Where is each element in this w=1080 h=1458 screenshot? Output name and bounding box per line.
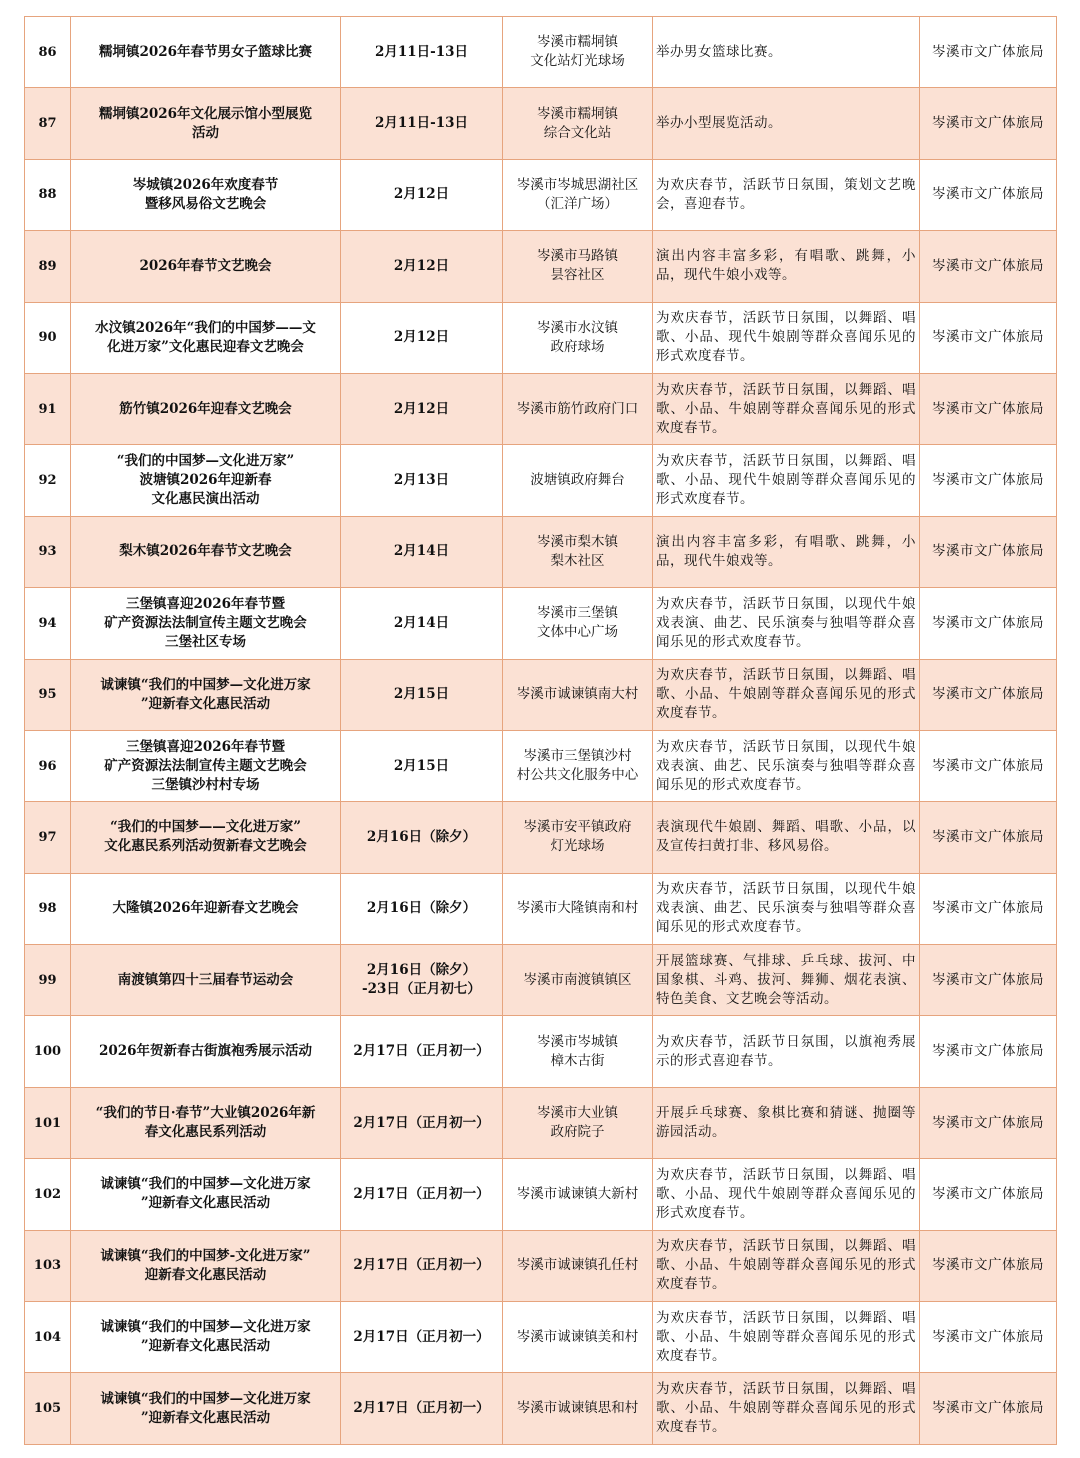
activity-date-line: 2月17日（正月初一） <box>353 1257 490 1274</box>
activity-name-line: 三堡镇喜迎2026年春节暨 <box>125 595 286 612</box>
organizer: 岑溪市文广体旅局 <box>920 1016 1057 1087</box>
row-number: 101 <box>25 1087 71 1158</box>
activity-venue <box>503 231 653 302</box>
activity-venue-line: 岑溪市诚谏镇美和村 <box>516 1328 639 1345</box>
activity-venue <box>503 445 653 516</box>
activity-venue-line: 政府院子 <box>550 1124 605 1141</box>
activity-venue-line: 岑溪市南渡镇镇区 <box>523 971 632 988</box>
activity-name <box>71 1087 341 1158</box>
activity-venue-line: 岑溪市糯垌镇 <box>537 105 618 122</box>
organizer: 岑溪市文广体旅局 <box>920 730 1057 801</box>
activity-name-line: “我们的中国梦——文化进万家” <box>109 819 302 836</box>
activity-name-line: 南渡镇第四十三届春节运动会 <box>117 971 294 988</box>
activity-date-line: 2月11日-13日 <box>374 43 469 60</box>
row-number: 100 <box>25 1016 71 1087</box>
organizer: 岑溪市文广体旅局 <box>920 231 1057 302</box>
activity-venue-line: 岑溪市糯垌镇 <box>537 34 618 51</box>
activity-description: 为欢庆春节，活跃节日氛围，以旗袍秀展示的形式喜迎春节。 <box>653 1016 920 1087</box>
activity-name-line: 2026年春节文艺晚会 <box>139 257 272 274</box>
activity-date-line: 2月17日（正月初一） <box>353 1400 490 1417</box>
activity-venue-line: 岑溪市岑城思湖社区 <box>516 176 639 193</box>
activity-date-line: 2月14日 <box>393 543 450 560</box>
organizer: 岑溪市文广体旅局 <box>920 373 1057 444</box>
activity-name-line: 三堡社区专场 <box>165 633 246 650</box>
row-number: 95 <box>25 659 71 730</box>
row-number: 94 <box>25 588 71 659</box>
activity-venue-line: 岑溪市马路镇 <box>537 248 618 265</box>
activity-name-line: 矿产资源法法制宣传主题文艺晚会 <box>104 614 307 631</box>
activity-venue-line: 岑溪市大隆镇南和村 <box>516 900 639 917</box>
activity-venue-line: 岑溪市三堡镇沙村 <box>523 748 632 765</box>
activity-description: 为欢庆春节，活跃节日氛围，以舞蹈、唱歌、小品、现代牛娘剧等群众喜闻乐见的形式欢度春节。 <box>653 302 920 373</box>
activity-venue-line: 岑溪市三堡镇 <box>537 605 618 622</box>
activity-venue <box>503 17 653 88</box>
activity-name-line: 糯垌镇2026年文化展示馆小型展览 <box>98 105 313 122</box>
activity-date <box>341 516 503 587</box>
activity-date <box>341 1373 503 1444</box>
activity-date-line: 2月15日 <box>393 686 450 703</box>
activity-name-line: ”迎新春文化惠民活动 <box>140 1409 271 1426</box>
schedule-page <box>24 16 1056 1445</box>
activity-description: 为欢庆春节，活跃节日氛围，以舞蹈、唱歌、小品、牛娘剧等群众喜闻乐见的形式欢度春节。 <box>653 1373 920 1444</box>
activity-date-line: 2月12日 <box>393 400 450 417</box>
activity-venue <box>503 88 653 159</box>
activity-date <box>341 231 503 302</box>
activity-name-line: 波塘镇2026年迎新春 <box>139 472 272 489</box>
activity-name-line: 文化惠民系列活动贺新春文艺晚会 <box>104 838 307 855</box>
organizer: 岑溪市文广体旅局 <box>920 445 1057 516</box>
activity-name-line: 矿产资源法法制宣传主题文艺晚会 <box>104 757 307 774</box>
activity-name-line: 诚谏镇“我们的中国梦—文化进万家 <box>100 1176 311 1193</box>
organizer: 岑溪市文广体旅局 <box>920 159 1057 230</box>
activity-date <box>341 588 503 659</box>
activity-venue <box>503 802 653 873</box>
activity-name <box>71 1159 341 1230</box>
row-number: 86 <box>25 17 71 88</box>
organizer: 岑溪市文广体旅局 <box>920 1230 1057 1301</box>
activity-description: 演出内容丰富多彩，有唱歌、跳舞，小品，现代牛娘戏等。 <box>653 516 920 587</box>
table-row <box>25 445 1057 516</box>
activity-name-line: 大隆镇2026年迎新春文艺晚会 <box>112 900 299 917</box>
activity-date-line: 2月14日 <box>393 614 450 631</box>
activity-date-line: -23日（正月初七） <box>362 981 481 998</box>
activity-venue-line: 樟木古街 <box>550 1052 605 1069</box>
activity-venue-line: 岑溪市岑城镇 <box>537 1033 618 1050</box>
activity-venue <box>503 159 653 230</box>
organizer: 岑溪市文广体旅局 <box>920 873 1057 944</box>
activity-name-line: 三堡镇沙村村专场 <box>151 776 260 793</box>
activity-date-line: 2月16日（除夕） <box>366 900 477 917</box>
activity-venue-line: 岑溪市诚谏镇南大村 <box>516 686 639 703</box>
activity-description: 为欢庆春节，活跃节日氛围，策划文艺晚会，喜迎春节。 <box>653 159 920 230</box>
activity-date <box>341 802 503 873</box>
activity-venue-line: 综合文化站 <box>543 124 612 141</box>
activity-name-line: 岑城镇2026年欢度春节 <box>132 176 279 193</box>
activity-date <box>341 1016 503 1087</box>
activity-venue <box>503 1302 653 1373</box>
organizer: 岑溪市文广体旅局 <box>920 302 1057 373</box>
activity-name-line: 诚谏镇“我们的中国梦—文化进万家 <box>100 1319 311 1336</box>
activity-venue-line: 政府球场 <box>550 338 605 355</box>
row-number: 98 <box>25 873 71 944</box>
activity-table-body <box>25 17 1057 1445</box>
row-number: 93 <box>25 516 71 587</box>
activity-name-line: 筋竹镇2026年迎春文艺晚会 <box>119 400 292 417</box>
activity-description: 举办小型展览活动。 <box>653 88 920 159</box>
activity-venue <box>503 945 653 1016</box>
activity-venue <box>503 730 653 801</box>
activity-name-line: 诚谏镇“我们的中国梦—文化进万家 <box>100 1390 311 1407</box>
activity-venue-line: 岑溪市梨木镇 <box>537 533 618 550</box>
activity-venue-line: 岑溪市安平镇政府 <box>523 819 632 836</box>
row-number: 105 <box>25 1373 71 1444</box>
activity-venue-line: 岑溪市诚谏镇大新村 <box>516 1185 639 1202</box>
table-row <box>25 1230 1057 1301</box>
row-number: 91 <box>25 373 71 444</box>
organizer: 岑溪市文广体旅局 <box>920 659 1057 730</box>
activity-name <box>71 302 341 373</box>
table-row <box>25 1373 1057 1444</box>
activity-description: 开展乒乓球赛、象棋比赛和猜谜、抛圈等游园活动。 <box>653 1087 920 1158</box>
activity-date <box>341 1302 503 1373</box>
activity-name <box>71 159 341 230</box>
table-row <box>25 231 1057 302</box>
activity-name-line: ”迎新春文化惠民活动 <box>140 1338 271 1355</box>
table-row <box>25 373 1057 444</box>
activity-description: 为欢庆春节，活跃节日氛围，以现代牛娘戏表演、曲艺、民乐演奏与独唱等群众喜闻乐见的形式欢度春节。 <box>653 730 920 801</box>
activity-description: 为欢庆春节，活跃节日氛围，以舞蹈、唱歌、小品、现代牛娘剧等群众喜闻乐见的形式欢度春节。 <box>653 445 920 516</box>
activity-name <box>71 516 341 587</box>
row-number: 104 <box>25 1302 71 1373</box>
organizer: 岑溪市文广体旅局 <box>920 1373 1057 1444</box>
activity-date <box>341 17 503 88</box>
activity-date-line: 2月12日 <box>393 329 450 346</box>
activity-date <box>341 1159 503 1230</box>
activity-date <box>341 1230 503 1301</box>
activity-name-line: 糯垌镇2026年春节男女子篮球比赛 <box>98 43 313 60</box>
activity-description: 为欢庆春节，活跃节日氛围，以现代牛娘戏表演、曲艺、民乐演奏与独唱等群众喜闻乐见的形式欢度春节。 <box>653 588 920 659</box>
activity-name <box>71 1373 341 1444</box>
activity-name-line: “我们的中国梦—文化进万家” <box>116 453 295 470</box>
activity-name <box>71 588 341 659</box>
activity-name-line: 梨木镇2026年春节文艺晚会 <box>119 543 292 560</box>
activity-date <box>341 659 503 730</box>
organizer: 岑溪市文广体旅局 <box>920 588 1057 659</box>
activity-name-line: ”迎新春文化惠民活动 <box>140 1195 271 1212</box>
activity-date-line: 2月16日（除夕） <box>366 962 477 979</box>
activity-venue <box>503 516 653 587</box>
activity-description: 为欢庆春节，活跃节日氛围，以舞蹈、唱歌、小品、牛娘剧等群众喜闻乐见的形式欢度春节。 <box>653 1230 920 1301</box>
activity-venue <box>503 1230 653 1301</box>
activity-name-line: 迎新春文化惠民活动 <box>144 1266 267 1283</box>
activity-venue-line: （汇洋广场） <box>537 195 618 212</box>
activity-date <box>341 730 503 801</box>
activity-name-line: 暨移风易俗文艺晚会 <box>144 195 267 212</box>
table-row <box>25 873 1057 944</box>
activity-venue-line: 文化站灯光球场 <box>530 53 625 70</box>
row-number: 89 <box>25 231 71 302</box>
activity-table <box>24 16 1057 1445</box>
organizer: 岑溪市文广体旅局 <box>920 802 1057 873</box>
table-row <box>25 17 1057 88</box>
activity-date <box>341 302 503 373</box>
organizer: 岑溪市文广体旅局 <box>920 88 1057 159</box>
activity-name-line: ”迎新春文化惠民活动 <box>140 695 271 712</box>
activity-description: 为欢庆春节，活跃节日氛围，以现代牛娘戏表演、曲艺、民乐演奏与独唱等群众喜闻乐见的形式欢度春节。 <box>653 873 920 944</box>
activity-date <box>341 159 503 230</box>
activity-description: 为欢庆春节，活跃节日氛围，以舞蹈、唱歌、小品、现代牛娘剧等群众喜闻乐见的形式欢度春节。 <box>653 1159 920 1230</box>
activity-name <box>71 730 341 801</box>
activity-date <box>341 1087 503 1158</box>
activity-name-line: 文化惠民演出活动 <box>151 491 260 508</box>
activity-name <box>71 231 341 302</box>
organizer: 岑溪市文广体旅局 <box>920 17 1057 88</box>
row-number: 97 <box>25 802 71 873</box>
activity-date-line: 2月11日-13日 <box>374 115 469 132</box>
activity-name-line: “我们的节日·春节”大业镇2026年新 <box>95 1105 316 1122</box>
activity-date-line: 2月12日 <box>393 257 450 274</box>
activity-venue-line: 灯光球场 <box>550 838 605 855</box>
organizer: 岑溪市文广体旅局 <box>920 1302 1057 1373</box>
activity-name-line: 2026年贺新春古街旗袍秀展示活动 <box>98 1043 313 1060</box>
activity-name <box>71 1302 341 1373</box>
activity-venue-line: 岑溪市诚谏镇孔任村 <box>516 1257 639 1274</box>
table-row <box>25 659 1057 730</box>
table-row <box>25 1087 1057 1158</box>
activity-date-line: 2月17日（正月初一） <box>353 1114 490 1131</box>
table-row <box>25 159 1057 230</box>
activity-description: 为欢庆春节，活跃节日氛围，以舞蹈、唱歌、小品、牛娘剧等群众喜闻乐见的形式欢度春节。 <box>653 659 920 730</box>
activity-name-line: 春文化惠民系列活动 <box>144 1124 267 1141</box>
table-row <box>25 516 1057 587</box>
activity-venue-line: 村公共文化服务中心 <box>516 767 639 784</box>
activity-description: 开展篮球赛、气排球、乒乓球、拔河、中国象棋、斗鸡、拔河、舞狮、烟花表演、特色美食、文艺晚会等活动。 <box>653 945 920 1016</box>
activity-date-line: 2月15日 <box>393 757 450 774</box>
activity-venue <box>503 873 653 944</box>
activity-name-line: 活动 <box>192 124 219 141</box>
activity-date <box>341 445 503 516</box>
table-row <box>25 88 1057 159</box>
row-number: 88 <box>25 159 71 230</box>
activity-venue <box>503 302 653 373</box>
activity-date-line: 2月16日（除夕） <box>366 828 477 845</box>
activity-description: 为欢庆春节，活跃节日氛围，以舞蹈、唱歌、小品、牛娘剧等群众喜闻乐见的形式欢度春节。 <box>653 373 920 444</box>
activity-date-line: 2月17日（正月初一） <box>353 1328 490 1345</box>
activity-date <box>341 88 503 159</box>
activity-name <box>71 802 341 873</box>
table-row <box>25 1302 1057 1373</box>
activity-venue-line: 岑溪市水汶镇 <box>537 319 618 336</box>
activity-name-line: 三堡镇喜迎2026年春节暨 <box>125 738 286 755</box>
table-row <box>25 302 1057 373</box>
activity-venue-line: 岑溪市筋竹政府门口 <box>516 400 639 417</box>
activity-name <box>71 945 341 1016</box>
activity-name <box>71 445 341 516</box>
activity-description: 演出内容丰富多彩，有唱歌、跳舞，小品，现代牛娘小戏等。 <box>653 231 920 302</box>
activity-name <box>71 88 341 159</box>
activity-venue <box>503 1373 653 1444</box>
activity-name <box>71 17 341 88</box>
activity-date-line: 2月12日 <box>393 186 450 203</box>
row-number: 96 <box>25 730 71 801</box>
activity-name-line: 化进万家”文化惠民迎春文艺晚会 <box>107 338 304 355</box>
row-number: 103 <box>25 1230 71 1301</box>
row-number: 92 <box>25 445 71 516</box>
activity-name-line: 诚谏镇“我们的中国梦-文化进万家” <box>100 1247 311 1264</box>
activity-venue-line: 文体中心广场 <box>537 624 618 641</box>
table-row <box>25 1159 1057 1230</box>
activity-venue <box>503 373 653 444</box>
activity-date-line: 2月17日（正月初一） <box>353 1185 490 1202</box>
activity-venue-line: 梨木社区 <box>550 552 605 569</box>
row-number: 102 <box>25 1159 71 1230</box>
activity-name <box>71 873 341 944</box>
activity-description: 表演现代牛娘剧、舞蹈、唱歌、小品，以及宣传扫黄打非、移风易俗。 <box>653 802 920 873</box>
table-row <box>25 802 1057 873</box>
activity-name <box>71 373 341 444</box>
row-number: 99 <box>25 945 71 1016</box>
organizer: 岑溪市文广体旅局 <box>920 516 1057 587</box>
row-number: 87 <box>25 88 71 159</box>
activity-date-line: 2月17日（正月初一） <box>353 1043 490 1060</box>
activity-name-line: 水汶镇2026年“我们的中国梦——文 <box>95 319 316 336</box>
activity-venue <box>503 1087 653 1158</box>
activity-name <box>71 659 341 730</box>
activity-date <box>341 373 503 444</box>
activity-venue <box>503 1159 653 1230</box>
activity-venue-line: 昙容社区 <box>550 267 605 284</box>
activity-name <box>71 1230 341 1301</box>
activity-name-line: 诚谏镇“我们的中国梦—文化进万家 <box>100 676 311 693</box>
table-row <box>25 730 1057 801</box>
table-row <box>25 945 1057 1016</box>
activity-description: 举办男女篮球比赛。 <box>653 17 920 88</box>
activity-date <box>341 873 503 944</box>
organizer: 岑溪市文广体旅局 <box>920 1087 1057 1158</box>
activity-venue-line: 波塘镇政府舞台 <box>530 472 625 489</box>
table-row <box>25 588 1057 659</box>
activity-description: 为欢庆春节，活跃节日氛围，以舞蹈、唱歌、小品、牛娘剧等群众喜闻乐见的形式欢度春节。 <box>653 1302 920 1373</box>
organizer: 岑溪市文广体旅局 <box>920 1159 1057 1230</box>
activity-venue <box>503 659 653 730</box>
activity-venue-line: 岑溪市大业镇 <box>537 1105 618 1122</box>
activity-venue-line: 岑溪市诚谏镇思和村 <box>516 1400 639 1417</box>
row-number: 90 <box>25 302 71 373</box>
activity-date <box>341 945 503 1016</box>
organizer: 岑溪市文广体旅局 <box>920 945 1057 1016</box>
activity-date-line: 2月13日 <box>393 472 450 489</box>
activity-venue <box>503 588 653 659</box>
table-row <box>25 1016 1057 1087</box>
activity-venue <box>503 1016 653 1087</box>
activity-name <box>71 1016 341 1087</box>
